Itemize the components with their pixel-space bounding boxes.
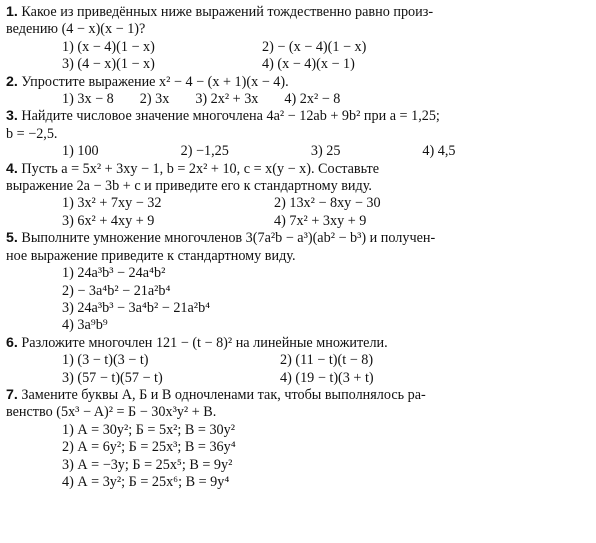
answer-option: 2) − 3a⁴b² − 21a²b⁴ bbox=[62, 282, 171, 299]
answer-option: 3) А = −3y; Б = 25x⁵; В = 9y² bbox=[62, 456, 233, 473]
answer-option: 3) (4 − x)(1 − x) bbox=[62, 56, 155, 73]
answer-option: 4) А = 3y²; Б = 25x⁶; В = 9y⁴ bbox=[62, 473, 230, 490]
task-text-line: b = −2,5. bbox=[6, 125, 58, 142]
answer-option: 2) (11 − t)(t − 8) bbox=[280, 352, 374, 369]
task-number: 3. bbox=[6, 108, 18, 125]
answer-option: 3) (57 − t)(57 − t) bbox=[62, 369, 163, 386]
task-number: 1. bbox=[6, 4, 18, 20]
answer-option: 1) А = 30y²; Б = 5x²; В = 30y² bbox=[62, 421, 235, 438]
task-number: 2. bbox=[6, 73, 18, 90]
task-7 bbox=[6, 387, 590, 491]
task-text-line: Найдите числовое значение многочлена 4a² − 12ab + 9b² при a = 1,25; bbox=[21, 108, 440, 125]
task-number: 5. bbox=[6, 230, 18, 247]
answer-option: 1) 100 bbox=[62, 143, 99, 160]
answer-option: 4) 4,5 bbox=[422, 143, 456, 160]
answer-option: 3) 24a³b³ − 3a⁴b² − 21a²b⁴ bbox=[62, 299, 211, 316]
answer-option: 4) 3a⁹b⁹ bbox=[62, 317, 108, 334]
answer-option: 4) (x − 4)(x − 1) bbox=[262, 56, 355, 73]
answer-option: 1) 24a³b³ − 24a⁴b² bbox=[62, 265, 166, 282]
answer-option: 3) 2x² + 3x bbox=[195, 91, 259, 108]
answer-options bbox=[6, 195, 590, 230]
answer-options bbox=[6, 352, 590, 387]
answer-option: 1) (3 − t)(3 − t) bbox=[62, 352, 149, 369]
answer-options bbox=[6, 422, 590, 492]
answer-option: 4) 7x² + 3xy + 9 bbox=[274, 212, 367, 229]
task-text-line: Выполните умножение многочленов 3(7a²b − a³)(ab² − b³) и получен- bbox=[21, 230, 436, 247]
answer-option: 4) (19 − t)(3 + t) bbox=[280, 369, 374, 386]
task-number: 7. bbox=[6, 386, 18, 403]
answer-option: 2) 13x² − 8xy − 30 bbox=[274, 195, 381, 212]
answer-option: 2) 3x bbox=[139, 91, 170, 108]
task-text-line: Замените буквы А, Б и В одночленами так, чтобы выполнялось ра- bbox=[21, 386, 426, 403]
answer-option: 2) −1,25 bbox=[180, 143, 229, 160]
task-number: 4. bbox=[6, 160, 18, 177]
task-4 bbox=[6, 161, 590, 231]
task-3 bbox=[6, 108, 590, 160]
answer-options bbox=[6, 91, 590, 108]
answer-option: 1) 3x² + 7xy − 32 bbox=[62, 195, 162, 212]
task-6 bbox=[6, 335, 590, 387]
task-text-line: ведению (4 − x)(x − 1)? bbox=[6, 21, 146, 38]
answer-options bbox=[6, 265, 590, 335]
task-number: 6. bbox=[6, 334, 18, 351]
task-text-line: Разложите многочлен 121 − (t − 8)² на линейные множители. bbox=[21, 334, 388, 351]
answer-option: 3) 25 bbox=[310, 143, 341, 160]
task-text-line: ное выражение приведите к стандартному виду. bbox=[6, 247, 296, 264]
task-text-line: венство (5x³ − A)² = Б − 30x³y² + В. bbox=[6, 404, 217, 421]
task-text-line: выражение 2a − 3b + c и приведите его к стандартному виду. bbox=[6, 178, 372, 195]
answer-option: 3) 6x² + 4xy + 9 bbox=[62, 212, 155, 229]
answer-option: 1) (x − 4)(1 − x) bbox=[62, 38, 155, 55]
answer-option: 2) − (x − 4)(1 − x) bbox=[262, 38, 367, 55]
task-1 bbox=[6, 4, 590, 74]
task-text-line: Упростите выражение x² − 4 − (x + 1)(x − 4). bbox=[21, 73, 289, 90]
answer-option: 4) 2x² − 8 bbox=[284, 91, 341, 108]
answer-option: 2) А = 6y²; Б = 25x³; В = 36y⁴ bbox=[62, 439, 236, 456]
answer-options bbox=[6, 143, 590, 160]
task-5 bbox=[6, 230, 590, 334]
task-text-line: Пусть a = 5x² + 3xy − 1, b = 2x² + 10, c = x(y − x). Составьте bbox=[21, 160, 380, 177]
task-text-line: Какое из приведённых ниже выражений тождественно равно произ- bbox=[21, 4, 434, 20]
task-2 bbox=[6, 74, 590, 109]
answer-options bbox=[6, 39, 590, 74]
answer-option: 1) 3x − 8 bbox=[62, 91, 114, 108]
